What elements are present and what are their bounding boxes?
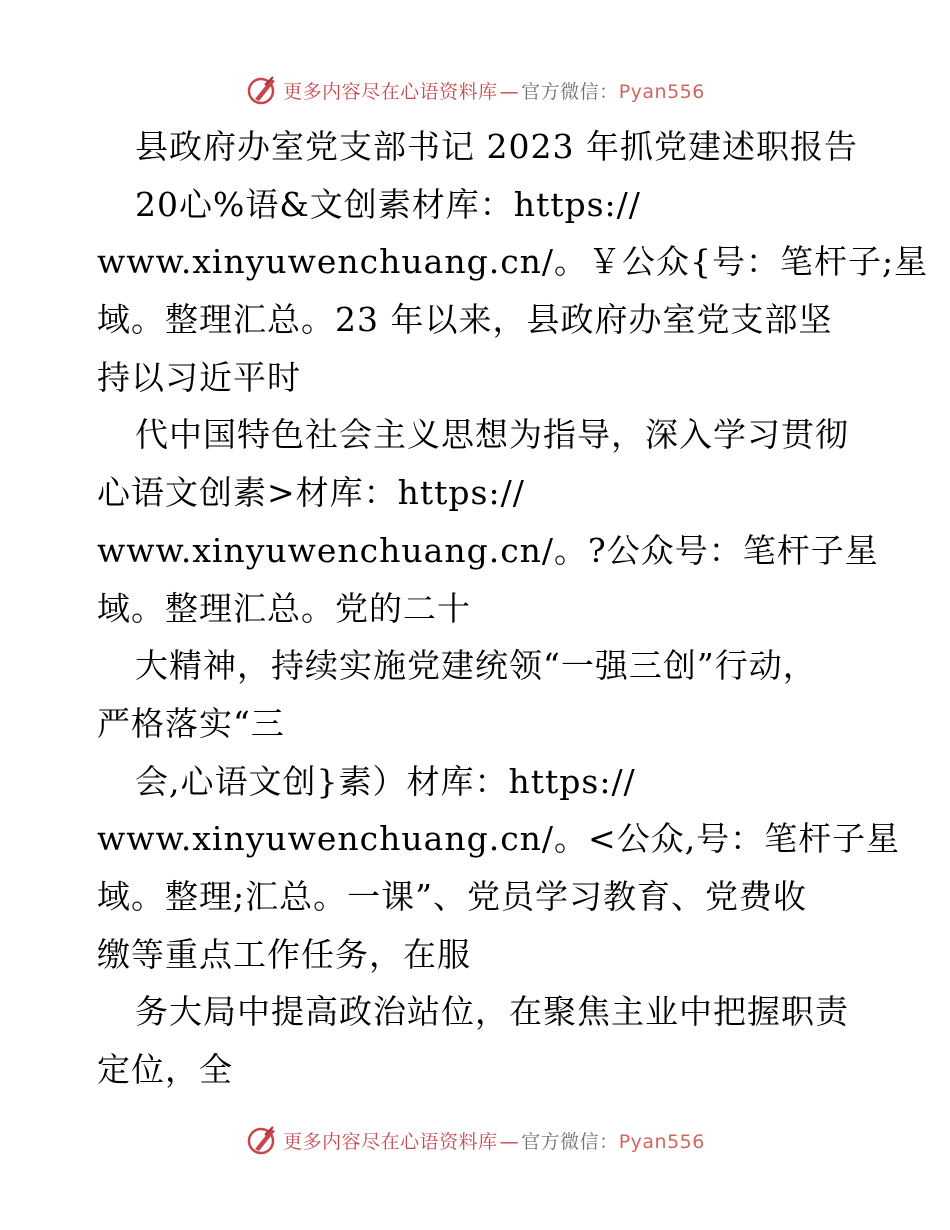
paragraph-line: 定位，全 (97, 1050, 233, 1089)
paragraph-line: www.xinyuwenchuang.cn/。<公众,号：笔杆子星 (97, 819, 901, 859)
watermark-handle: Pyan556 (618, 1130, 705, 1153)
footer-watermark (0, 1120, 950, 1160)
watermark-text (283, 77, 705, 104)
watermark-text (283, 1127, 705, 1154)
document-body (97, 118, 929, 1099)
paragraph-line: 代中国特色社会主义思想为指导，深入学习贯彻 (135, 415, 849, 455)
paragraph-line: 域。整理汇总。党的二十 (97, 588, 471, 628)
paragraph-line: www.xinyuwenchuang.cn/。￥公众{号：笔杆子;星 (97, 242, 929, 282)
paragraph-line: 域。整理汇总。23 年以来，县政府办室党支部坚 (97, 300, 833, 340)
watermark-separator: — (499, 80, 520, 103)
watermark-separator: — (499, 1130, 520, 1153)
watermark-group (245, 1123, 705, 1157)
paragraph-line: www.xinyuwenchuang.cn/。?公众号：笔杆子星 (97, 530, 879, 570)
watermark-handle: Pyan556 (618, 80, 705, 103)
paragraph-line: 持以习近平时 (97, 357, 301, 397)
header-watermark (0, 70, 950, 110)
paragraph-line: 缴等重点工作任务，在服 (97, 934, 471, 974)
paragraph-line: 心语文创素>材库：https:// (97, 473, 525, 513)
quill-pen-circle-icon (245, 73, 279, 107)
quill-pen-circle-icon (245, 1123, 279, 1157)
document-title: 县政府办室党支部书记 2023 年抓党建述职报告 (135, 127, 858, 166)
watermark-official-label: 官方微信： (521, 80, 619, 103)
paragraph-line: 大精神，持续实施党建统领“一强三创”行动， (135, 646, 817, 686)
paragraph-line: 20心%语&文创素材库：https:// (135, 184, 641, 224)
paragraph-line: 严格落实“三 (97, 703, 285, 743)
watermark-official-label: 官方微信： (521, 1130, 619, 1153)
paragraph-line: 会,心语文创}素）材库：https:// (135, 761, 636, 801)
watermark-main-text: 更多内容尽在心语资料库 (283, 1130, 498, 1153)
paragraph-line: 域。整理;汇总。一课”、党员学习教育、党费收 (97, 876, 807, 916)
watermark-group (245, 73, 705, 107)
watermark-main-text: 更多内容尽在心语资料库 (283, 80, 498, 103)
paragraph-line: 务大局中提高政治站位，在聚焦主业中把握职责 (135, 992, 849, 1032)
